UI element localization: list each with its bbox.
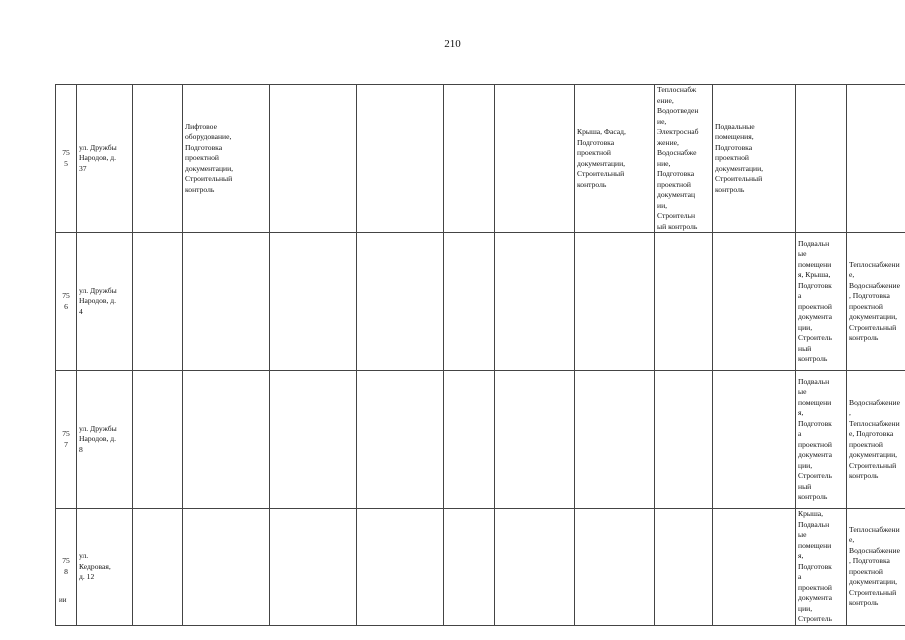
basement-cell: Подвальные помещения, Подготовка проектной документации, Строительный контроль (713, 85, 796, 233)
table-row (56, 371, 905, 509)
page-number: 210 (444, 38, 461, 50)
elevator-works-cell (183, 371, 270, 509)
empty-cell (133, 509, 183, 626)
basement-cell (713, 233, 796, 371)
utilities-cell (655, 509, 713, 626)
utilities-cell: Теплоснабж ение, Водоотведен ие, Электроснаб жение, Водоснабже ние, Подготовка проектной документац ии, Строительн ый контроль (655, 85, 713, 233)
row-number: 75 7 (56, 371, 77, 509)
roof-facade-cell (575, 233, 655, 371)
empty-cell (495, 233, 575, 371)
utilities-cell: Водоснабжение , Теплоснабжени e, Подготовка проектной документации, Строительный контроль (847, 371, 905, 509)
elevator-works-cell (183, 233, 270, 371)
empty-cell (495, 371, 575, 509)
utilities-cell (655, 371, 713, 509)
empty-cell (444, 85, 495, 233)
empty-cell (270, 233, 357, 371)
empty-cell (270, 509, 357, 626)
address-cell: ул. Кедровая, д. 12 (77, 509, 133, 626)
elevator-works-cell (183, 509, 270, 626)
empty-cell (495, 509, 575, 626)
empty-cell (270, 85, 357, 233)
row-number: 75 6 (56, 233, 77, 371)
works-cell: Подвальн ые помещени я, Крыша, Подготовк а проектной документа ции, Строитель ный контроль (796, 233, 847, 371)
elevator-works-cell: Лифтовое оборудование, Подготовка проектной документации, Строительный контроль (183, 85, 270, 233)
row-number: 75 5 (56, 85, 77, 233)
basement-cell (713, 371, 796, 509)
row-number: 75 8 (56, 509, 77, 626)
works-cell: Крыша, Подвальн ые помещени я, Подготовк а проектной документа ции, Строитель (796, 509, 847, 626)
roof-facade-cell: Крыша, Фасад, Подготовка проектной документации, Строительный контроль (575, 85, 655, 233)
empty-cell (357, 233, 444, 371)
empty-cell (270, 371, 357, 509)
works-cell: Подвальн ые помещени я, Подготовк а проектной документа ции, Строитель ный контроль (796, 371, 847, 509)
empty-cell (133, 233, 183, 371)
table-row (56, 509, 905, 626)
empty-cell (357, 509, 444, 626)
empty-cell (133, 371, 183, 509)
address-cell: ул. Дружбы Народов, д. 8 (77, 371, 133, 509)
empty-cell (133, 85, 183, 233)
address-cell: ул. Дружбы Народов, д. 37 (77, 85, 133, 233)
utilities-cell: Теплоснабжени е, Водоснабжение , Подготовка проектной документации, Строительный контроль (847, 233, 905, 371)
table-row (56, 85, 905, 233)
empty-cell (357, 371, 444, 509)
empty-cell (495, 85, 575, 233)
table-row (56, 233, 905, 371)
empty-cell (444, 371, 495, 509)
empty-cell (444, 509, 495, 626)
register-table (55, 84, 905, 626)
empty-cell (444, 233, 495, 371)
utilities-cell (847, 85, 905, 233)
works-cell (796, 85, 847, 233)
footer-note: ии (59, 596, 67, 604)
empty-cell (357, 85, 444, 233)
utilities-cell (655, 233, 713, 371)
roof-facade-cell (575, 509, 655, 626)
address-cell: ул. Дружбы Народов, д. 4 (77, 233, 133, 371)
utilities-cell: Теплоснабжени е, Водоснабжение , Подготовка проектной документации, Строительный контроль (847, 509, 905, 626)
basement-cell (713, 509, 796, 626)
roof-facade-cell (575, 371, 655, 509)
